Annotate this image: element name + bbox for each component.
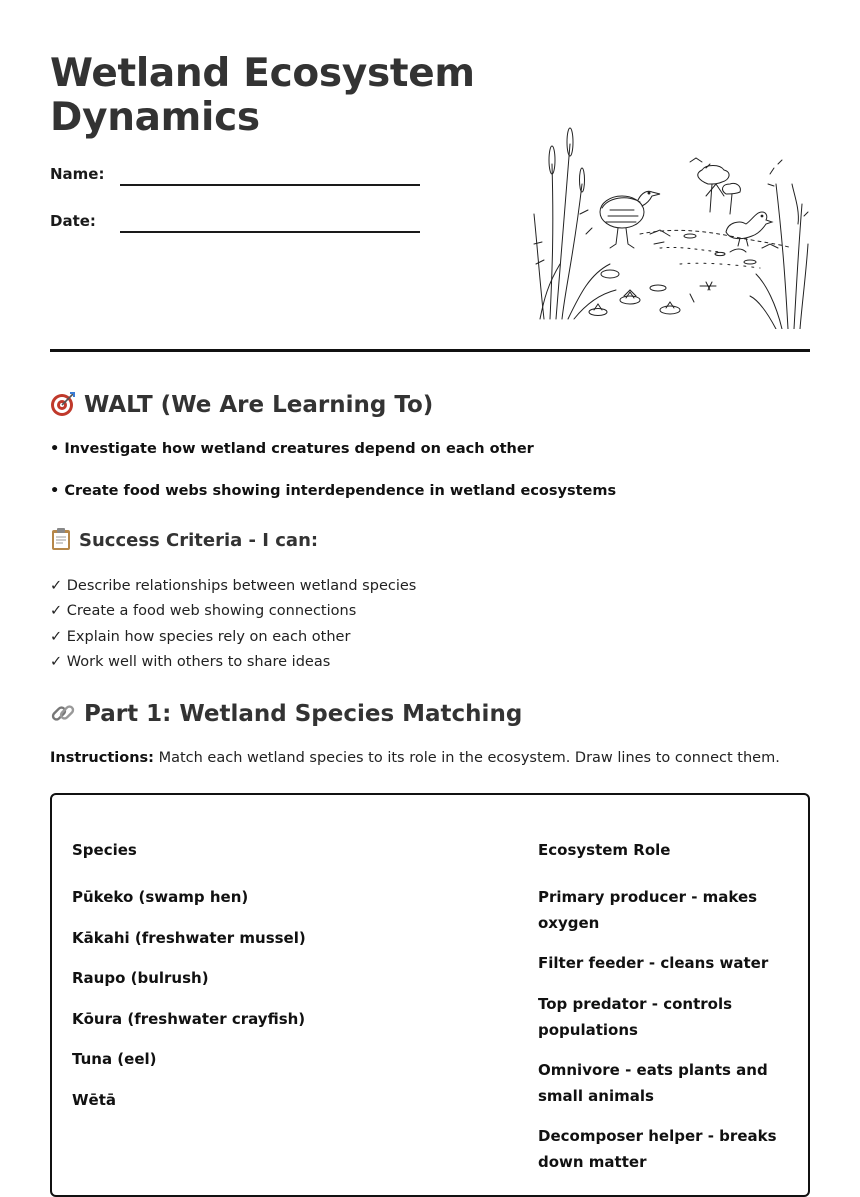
wetland-illustration — [530, 124, 810, 329]
walt-item: • Investigate how wetland creatures depend on each other — [50, 441, 534, 457]
species-item[interactable]: Pūkeko (swamp hen) — [72, 888, 249, 906]
species-item[interactable]: Wētā — [72, 1091, 117, 1109]
date-field[interactable] — [50, 212, 430, 236]
walt-heading — [50, 390, 433, 420]
name-label: Name: — [50, 165, 105, 183]
page-title: Wetland Ecosystem Dynamics — [50, 51, 475, 140]
date-write-line[interactable] — [120, 231, 420, 233]
part1-heading — [50, 699, 522, 729]
role-item[interactable]: Omnivore - eats plants and small animals — [538, 1061, 768, 1105]
role-item[interactable]: Filter feeder - cleans water — [538, 954, 769, 972]
list-item: ✓ Create a food web showing connections — [50, 603, 357, 620]
part1-heading-text: Part 1: Wetland Species Matching — [84, 701, 523, 727]
name-field[interactable] — [50, 165, 430, 189]
instructions — [50, 750, 780, 766]
walt-item: • Create food webs showing interdependence in wetland ecosystems — [50, 483, 617, 499]
instructions-label: Instructions: — [50, 750, 154, 766]
matching-box — [50, 793, 810, 1197]
list-item: ✓ Describe relationships between wetland species — [50, 578, 417, 594]
clipboard-icon — [50, 527, 72, 551]
success-criteria-list — [50, 574, 416, 675]
species-column-header: Species — [72, 841, 137, 859]
header-divider — [50, 349, 810, 352]
list-item: ✓ Work well with others to share ideas — [50, 653, 331, 670]
date-label: Date: — [50, 212, 96, 230]
walt-heading-text: WALT (We Are Learning To) — [84, 392, 434, 418]
role-item[interactable]: Top predator - controls populations — [538, 995, 733, 1039]
species-item[interactable]: Kākahi (freshwater mussel) — [72, 929, 306, 947]
species-item[interactable]: Raupo (bulrush) — [72, 969, 209, 987]
name-write-line[interactable] — [120, 184, 420, 186]
role-item[interactable]: Primary producer - makes oxygen — [538, 888, 758, 932]
instructions-text: Match each wetland species to its role in the ecosystem. Draw lines to connect them. — [153, 750, 780, 766]
species-item[interactable]: Kōura (freshwater crayfish) — [72, 1010, 306, 1028]
link-icon — [50, 700, 76, 726]
success-criteria-heading-text: Success Criteria - I can: — [79, 530, 319, 551]
species-item[interactable]: Tuna (eel) — [72, 1050, 157, 1068]
list-item: ✓ Explain how species rely on each other — [50, 628, 351, 645]
role-item[interactable]: Decomposer helper - breaks down matter — [538, 1127, 777, 1171]
role-column-header: Ecosystem Role — [538, 841, 671, 859]
success-criteria-heading — [50, 527, 318, 554]
target-icon — [50, 391, 76, 417]
